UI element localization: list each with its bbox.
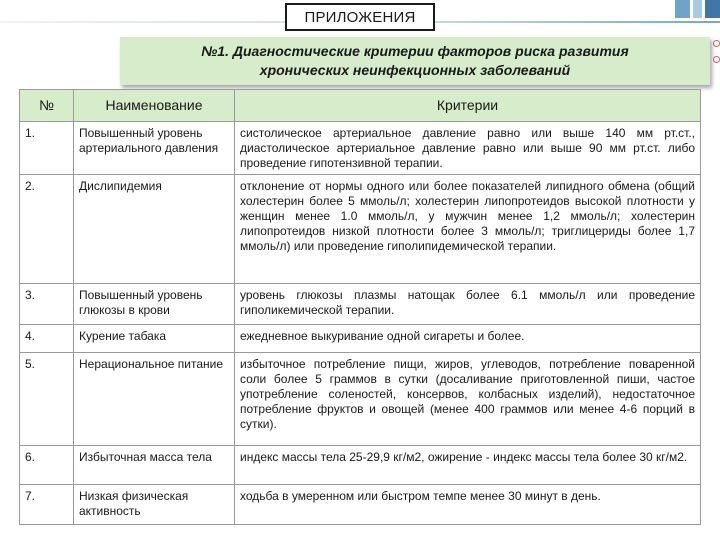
table-row [20,122,701,175]
column-header-name: Наименование [74,90,235,122]
row-number: 2. [20,175,74,284]
criteria-table [19,89,701,525]
row-criteria: ходьба в умеренном или быстром темпе менее 30 минут в день. [235,485,701,525]
row-number: 5. [20,353,74,446]
table-row [20,284,701,325]
table-row [20,446,701,485]
decor-dot [713,56,720,63]
row-name: Курение табака [74,325,235,353]
title-line-1: №1. Диагностические критерии факторов риска развития [201,43,629,59]
row-name: Повышенный уровень глюкозы в крови [74,284,235,325]
row-criteria: ежедневное выкуривание одной сигареты и более. [235,325,701,353]
page-title [120,37,710,85]
row-number: 3. [20,284,74,325]
row-name: Нерациональное питание [74,353,235,446]
row-number: 4. [20,325,74,353]
column-header-number: № [20,90,74,122]
row-name: Дислипидемия [74,175,235,284]
row-criteria: отклонение от нормы одного или более показателей липидного обмена (общий холестерин более 5 ммоль/л; холестерин липопротеидов высокой плотности у женщин менее 1.0 ммоль/л, у мужчин менее 1,2 ммоль/л; холестерин липопротеидов низкой плотности более 3 ммоль/л; триглицериды более 1,7 ммоль/л) или проведение гиполипидемической терапии. [235,175,701,284]
table-row [20,485,701,525]
section-badge: ПРИЛОЖЕНИЯ [285,3,435,31]
decor-block [693,0,702,18]
table-row [20,175,701,284]
row-criteria: уровень глюкозы плазмы натощак более 6.1 ммоль/л или проведение гиполикемической терапии. [235,284,701,325]
row-name: Низкая физическая активность [74,485,235,525]
row-number: 1. [20,122,74,175]
decor-block [705,0,720,18]
row-criteria: индекс массы тела 25-29,9 кг/м2, ожирение - индекс массы тела более 30 кг/м2. [235,446,701,485]
title-line-2: хронических неинфекционных заболеваний [259,62,571,78]
row-number: 6. [20,446,74,485]
column-header-criteria: Критерии [235,90,701,122]
table-row [20,353,701,446]
decor-block [675,0,690,18]
table-row [20,325,701,353]
decor-dot [713,40,720,47]
table-header-row [20,90,701,122]
row-criteria: систолическое артериальное давление равно или выше 140 мм рт.ст., диастолическое артериальное давление равно или выше 90 мм рт.ст. либо проведение гипотензивной терапии. [235,122,701,175]
row-name: Избыточная масса тела [74,446,235,485]
row-number: 7. [20,485,74,525]
row-criteria: избыточное потребление пищи, жиров, углеводов, потребление поваренной соли более 5 граммов в сутки (досаливание приготовленной пиши, частое употребление соленостей, консервов, колбасных изделий), недостаточное потребление фруктов и овощей (менее 400 граммов или менее 4-6 порций в сутки). [235,353,701,446]
row-name: Повышенный уровень артериального давления [74,122,235,175]
